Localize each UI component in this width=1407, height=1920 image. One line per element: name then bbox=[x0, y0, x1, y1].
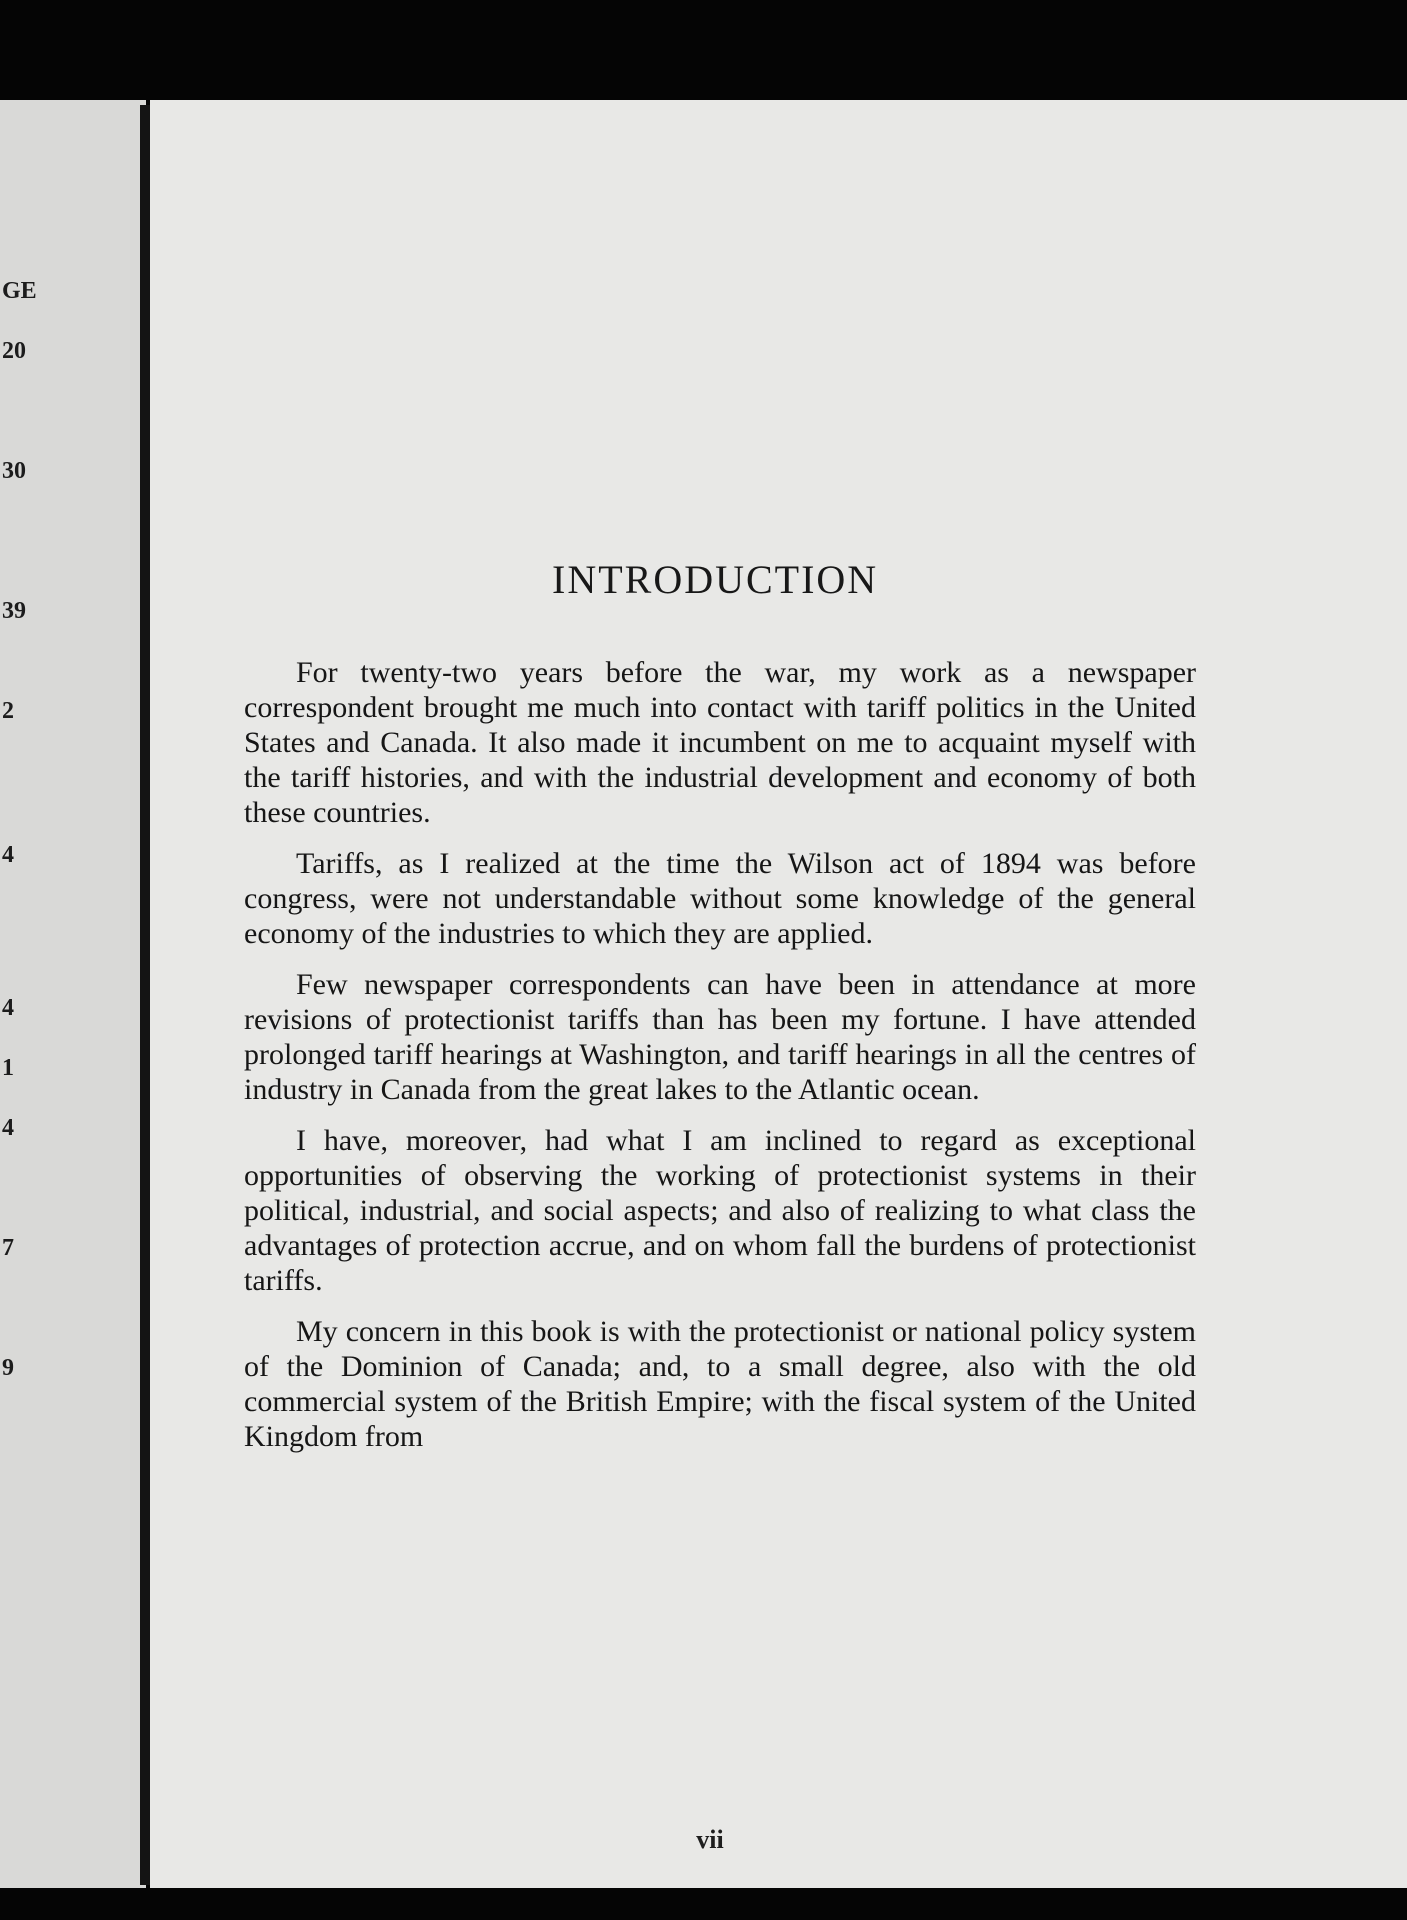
margin-mark: 20 bbox=[2, 338, 26, 364]
previous-page-edge bbox=[0, 100, 146, 1890]
margin-mark: 4 bbox=[2, 995, 14, 1021]
page-number: vii bbox=[696, 1825, 724, 1854]
paragraph: For twenty-two years before the war, my work as a newspaper correspondent brought me much into contact with tariff politics in the United States and Canada. It also made it incumbent on me to acquaint myself with the tariff histories, and with the industrial development and economy of both these countries. bbox=[244, 656, 1196, 829]
page-title: INTRODUCTION bbox=[552, 557, 879, 602]
paragraph: I have, moreover, had what I am inclined to regard as exceptional opportunities of observing the working of protectionist systems in their political, industrial, and social aspects; and also of realizing to what class the advantages of protection accrue, and on whom fall the burdens of protectionist tariffs. bbox=[244, 1124, 1196, 1297]
margin-mark: 9 bbox=[2, 1355, 14, 1381]
body-text bbox=[244, 655, 1196, 1470]
margin-mark: GE bbox=[2, 278, 37, 304]
margin-mark: 4 bbox=[2, 842, 14, 868]
scan-border bbox=[0, 1888, 1407, 1920]
margin-mark: 39 bbox=[2, 598, 26, 624]
margin-mark: 7 bbox=[2, 1235, 14, 1261]
paragraph: My concern in this book is with the protectionist or national policy system of the Dominion of Canada; and, to a small degree, also with the old commercial system of the British Empire; with the fiscal system of the United Kingdom from bbox=[244, 1315, 1196, 1453]
margin-mark: 2 bbox=[2, 698, 14, 724]
margin-mark: 1 bbox=[2, 1055, 14, 1081]
margin-mark: 4 bbox=[2, 1115, 14, 1141]
paragraph: Few newspaper correspondents can have been in attendance at more revisions of protectionist tariffs than has been my fortune. I have attended prolonged tariff hearings at Washington, and tariff hearings in all the centres of industry in Canada from the great lakes to the Atlantic ocean. bbox=[244, 968, 1196, 1106]
margin-mark: 30 bbox=[2, 458, 26, 484]
paragraph: Tariffs, as I realized at the time the Wilson act of 1894 was before congress, were not understandable without some knowledge of the general economy of the industries to which they are applied. bbox=[244, 847, 1196, 950]
